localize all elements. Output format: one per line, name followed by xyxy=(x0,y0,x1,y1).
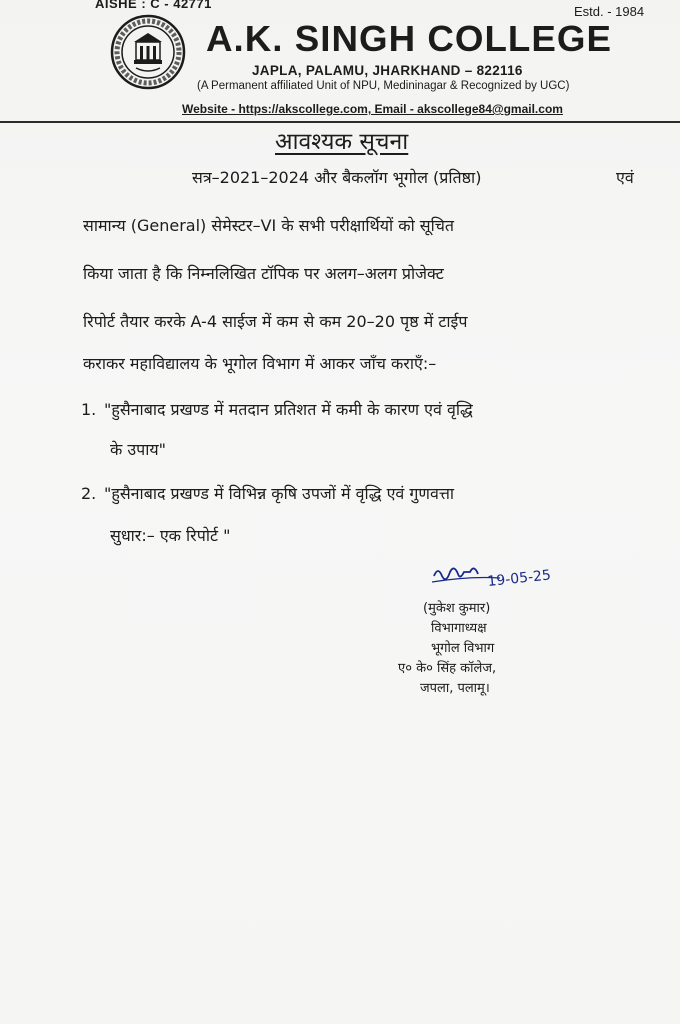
notice-line: एवं xyxy=(616,168,634,187)
signatory-designation: विभागाध्यक्ष xyxy=(431,621,487,636)
affiliation-note: (A Permanent affiliated Unit of NPU, Medininagar & Recognized by UGC) xyxy=(197,80,570,92)
signatory-college: ए० के० सिंह कॉलेज, xyxy=(398,661,497,676)
signatory-place: जपला, पलामू। xyxy=(420,681,490,696)
topic-text: "हुसैनाबाद प्रखण्ड में विभिन्न कृषि उपजों में वृद्धि एवं गुणवत्ता xyxy=(104,484,455,503)
notice-line: सत्र–2021–2024 और बैकलॉग भूगोल (प्रतिष्ठा) xyxy=(192,168,482,187)
handwritten-signature xyxy=(430,560,560,592)
signatory-name: (मुकेश कुमार) xyxy=(423,601,491,616)
aishe-code: AISHE : C - 42771 xyxy=(95,0,212,11)
notice-line: किया जाता है कि निम्नलिखित टॉपिक पर अलग–अलग प्रोजेक्ट xyxy=(83,264,444,283)
topic-text: के उपाय" xyxy=(110,440,167,459)
college-seal-icon xyxy=(110,14,186,90)
website-email-line: Website - https://akscollege.com, Email - akscollege84@gmail.com xyxy=(182,102,563,116)
notice-title: आवश्यक सूचना xyxy=(275,129,409,155)
topic-number: 1. xyxy=(81,400,97,419)
college-address: JAPLA, PALAMU, JHARKHAND – 822116 xyxy=(252,63,523,78)
college-name: A.K. SINGH COLLEGE xyxy=(206,18,612,59)
topic-text: "हुसैनाबाद प्रखण्ड में मतदान प्रतिशत में कमी के कारण एवं वृद्धि xyxy=(104,400,473,419)
notice-line: सामान्य (General) सेमेस्टर–VI के सभी परीक्षार्थियों को सूचित xyxy=(83,216,455,235)
header-divider xyxy=(0,121,680,123)
notice-line: कराकर महाविद्यालय के भूगोल विभाग में आकर जाँच कराएँ:– xyxy=(83,354,437,373)
topic-number: 2. xyxy=(81,484,97,503)
signatory-department: भूगोल विभाग xyxy=(431,641,495,656)
established-year: Estd. - 1984 xyxy=(574,4,645,19)
notice-line: रिपोर्ट तैयार करके A-4 साईज में कम से कम 20–20 पृष्ठ में टाईप xyxy=(83,312,468,331)
topic-text: सुधार:– एक रिपोर्ट " xyxy=(110,526,231,545)
svg-text:19-05-25: 19-05-25 xyxy=(486,567,552,590)
